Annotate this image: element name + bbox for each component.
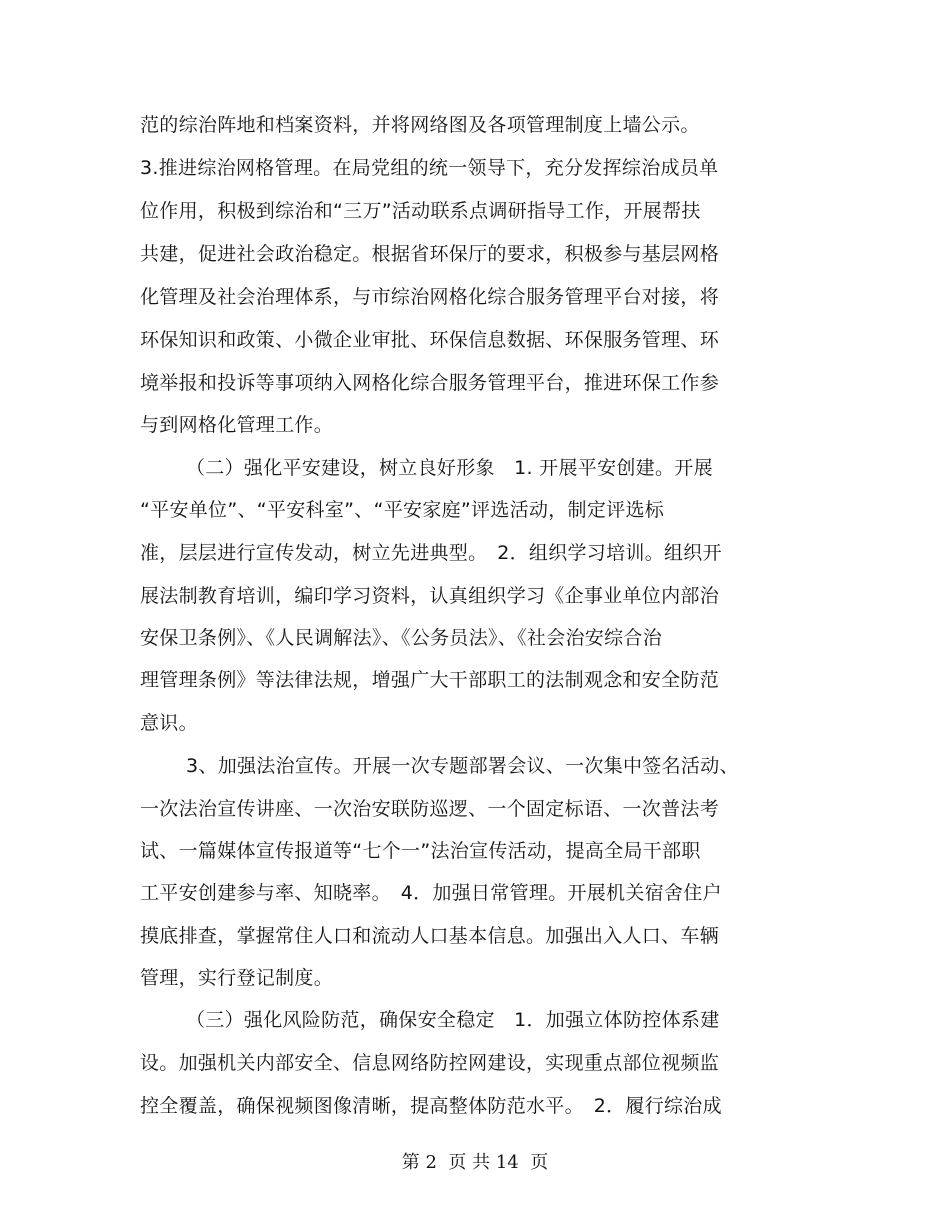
text-line-20: 摸底排查，掌握常住人口和流动人口基本信息。加强出入人口、车辆	[140, 925, 720, 947]
text-line-23: 设。加强机关内部安全、信息网络防控网建设，实现重点部位视频监	[140, 1052, 720, 1074]
text-line-14: 理管理条例》等法律法规，增强广大干部职工的法制观念和安全防范	[140, 669, 720, 691]
text-line-11: 准，层层进行宣传发动，树立先进典型。 2．组织学习培训。组织开	[140, 542, 722, 564]
text-line-12: 展法制教育培训，编印学习资料，认真组织学习《企事业单位内部治	[140, 585, 720, 607]
text-line-19: 工平安创建参与率、知晓率。 4．加强日常管理。开展机关宿舍住户	[140, 882, 722, 904]
text-line-1: 范的综治阵地和档案资料，并将网络图及各项管理制度上墙公示。	[140, 114, 700, 136]
text-line-16: 3、加强法治宣传。开展一次专题部署会议、一次集中签名活动、	[186, 755, 739, 777]
text-line-3: 位作用，积极到综治和“三万”活动联系点调研指导工作，开展帮扶	[140, 200, 701, 222]
text-line-21: 管理，实行登记制度。	[140, 967, 334, 989]
text-line-4: 共建，促进社会政治稳定。根据省环保厅的要求，积极参与基层网格	[140, 243, 720, 265]
text-line-7: 境举报和投诉等事项纳入网格化综合服务管理平台，推进环保工作参	[140, 372, 720, 394]
page-number-footer: 第 2 页 共 14 页	[401, 1152, 549, 1173]
text-line-5: 化管理及社会治理体系，与市综治网格化综合服务管理平台对接，将	[140, 286, 720, 308]
text-line-6: 环保知识和政策、小微企业审批、环保信息数据、环保服务管理、环	[140, 329, 720, 351]
text-line-10: “平安单位”、“平安科室”、“平安家庭”评选活动，制定评选标	[140, 499, 665, 521]
text-line-17: 一次法治宣传讲座、一次治安联防巡逻、一个固定标语、一次普法考	[140, 798, 720, 820]
text-line-22: （三）强化风险防范，确保安全稳定 1．加强立体防控体系建	[186, 1009, 720, 1031]
text-line-8: 与到网格化管理工作。	[140, 414, 334, 436]
text-line-24: 控全覆盖，确保视频图像清晰，提高整体防范水平。 2．履行综治成	[140, 1095, 722, 1117]
text-line-18: 试、一篇媒体宣传报道等“七个一”法治宣传活动，提高全局干部职	[140, 840, 701, 862]
text-line-9: （二）强化平安建设，树立良好形象 1. 开展平安创建。开展	[186, 457, 713, 479]
text-line-13: 安保卫条例》、《人民调解法》、《公务员法》、《社会治安综合治	[140, 627, 663, 649]
text-line-2: 3.推进综治网格管理。在局党组的统一领导下，充分发挥综治成员单	[140, 157, 719, 179]
text-line-15: 意识。	[140, 712, 198, 734]
